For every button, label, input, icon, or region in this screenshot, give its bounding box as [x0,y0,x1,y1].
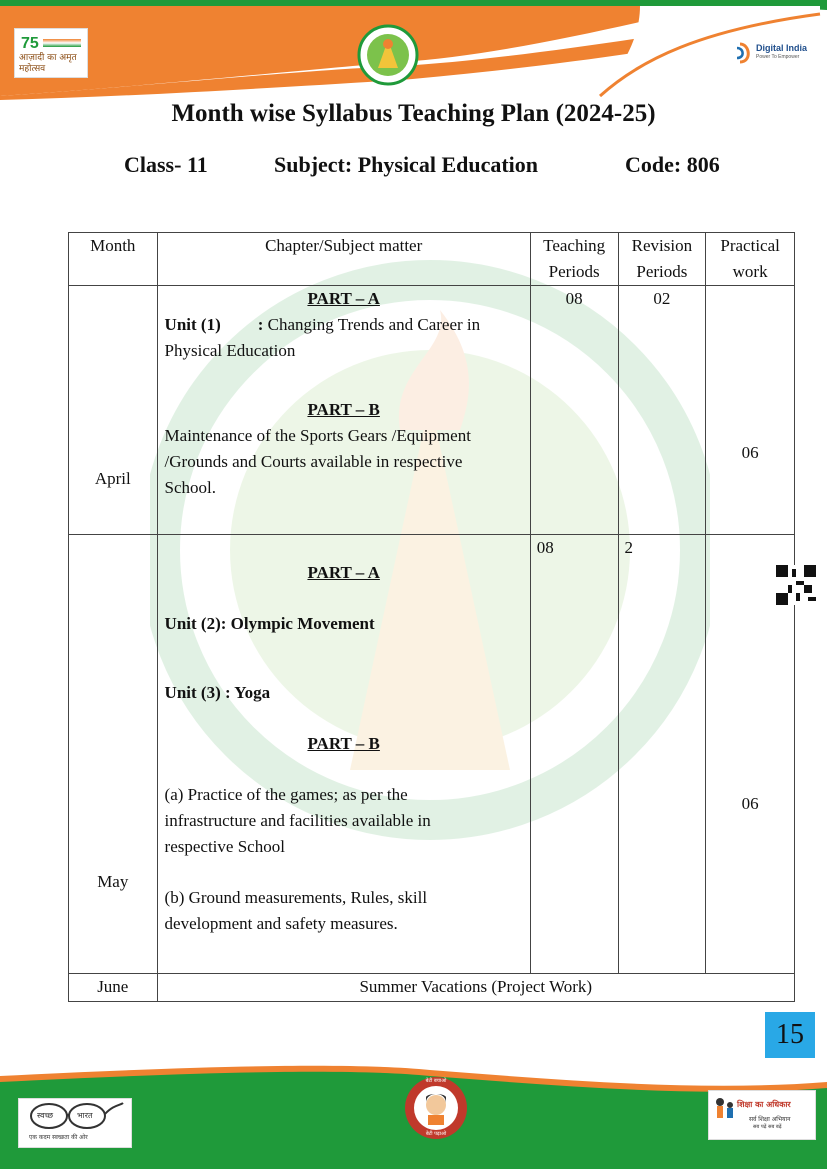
april-unit-text-1: Changing Trends and Career in [267,315,481,334]
digital-india-text: Digital India [756,43,808,53]
page-title: Month wise Syllabus Teaching Plan (2024-25) [171,100,656,127]
revision-header-line-1: Revision [631,236,693,255]
subject-label: Subject: Physical Education [274,152,539,177]
june-text: Summer Vacations (Project Work) [359,977,593,996]
table-row-may [69,535,795,974]
azadi-logo-text: आज़ादी का अमृत महोत्सव [19,53,77,74]
practical-header-line-2: work [732,262,768,281]
ssa-line-2: सब पढ़ें सब बढ़ें [753,1124,782,1130]
swachh-text: स्वच्छ [37,1111,54,1120]
month-header [69,233,158,286]
teaching-header [530,233,618,286]
swachh-tagline: एक कदम स्वच्छता की ओर [29,1134,88,1141]
april-part-a: PART – A [307,289,380,308]
june-text-cell [157,974,794,1002]
may-revision-cell [618,535,706,974]
table-row-june [69,974,795,1002]
syllabus-table [68,232,795,1002]
rte-title: शिक्षा का अधिकार [737,1100,791,1109]
may-practical: 06 [741,794,759,813]
april-teaching: 08 [565,289,583,308]
ssa-line-1: सर्व शिक्षा अभियान [749,1116,791,1123]
may-a-line-1: (a) Practice of the games; as per the [164,785,408,804]
april-partb-line-1: Maintenance of the Sports Gears /Equipment [164,426,471,445]
month-header-label: Month [90,236,136,255]
april-unit-text-2: Physical Education [164,341,296,360]
may-part-a: PART – A [307,563,380,582]
may-chapter-cell [157,535,530,974]
may-a-line-3: respective School [164,837,285,856]
digital-india-icon [734,42,754,64]
may-a-line-2: infrastructure and facilities available in [164,811,431,830]
practical-header [706,233,795,286]
april-part-b: PART – B [307,400,380,419]
children-icon [712,1097,736,1127]
april-unit-line [165,312,481,338]
may-unit-2: Unit (2): Olympic Movement [164,614,375,633]
april-revision: 02 [653,289,671,308]
digital-india-tagline: Power To Empower [756,54,800,60]
chapter-header-label: Chapter/Subject matter [265,236,423,255]
april-practical-cell [706,286,795,535]
may-b-line-1: (b) Ground measurements, Rules, skill [164,888,428,907]
may-month-cell [69,535,158,974]
chapter-header [157,233,530,286]
revision-header [618,233,706,286]
bharat-text: भारत [77,1111,93,1120]
page-number: 15 [765,1012,815,1058]
teaching-header-line-1: Teaching [543,236,606,255]
teaching-header-line-2: Periods [548,262,600,281]
table-row-april [69,286,795,535]
code-label: Code: 806 [625,152,720,177]
april-practical: 06 [741,443,759,462]
may-b-line-2: development and safety measures. [164,914,398,933]
april-month-cell [69,286,158,535]
april-teaching-cell [530,286,618,535]
board-emblem-icon [356,24,420,86]
may-revision: 2 [624,538,634,557]
beti-bachao-logo [404,1075,468,1141]
april-unit-label: Unit (1) [164,315,221,334]
may-part-b: PART – B [307,734,380,753]
qr-code-icon [776,565,816,605]
practical-header-line-1: Practical [720,236,780,255]
may-teaching-cell [530,535,618,974]
april-partb-line-2: /Grounds and Courts available in respective [164,452,463,471]
beti-bachao-text: बेटी बचाओ [425,1078,447,1084]
april-unit-colon: : [257,315,264,334]
may-month: May [97,872,129,891]
may-unit-3: Unit (3) : Yoga [164,683,271,702]
april-partb-line-3: School. [164,478,217,497]
june-month-cell [69,974,158,1002]
june-month: June [97,977,129,996]
beti-padhao-text: बेटी पढ़ाओ [425,1131,447,1137]
azadi-logo: 75 आज़ादी का अमृत महोत्सव [14,28,88,78]
april-revision-cell [618,286,706,535]
digital-india-logo [734,40,808,66]
may-teaching: 08 [536,538,554,557]
april-month: April [94,469,131,488]
revision-header-line-2: Periods [636,262,688,281]
sarva-shiksha-logo [708,1090,816,1140]
table-header-row [69,233,795,286]
april-chapter-cell [157,286,530,535]
class-label: Class- 11 [124,152,208,177]
swachh-bharat-logo [18,1098,132,1148]
